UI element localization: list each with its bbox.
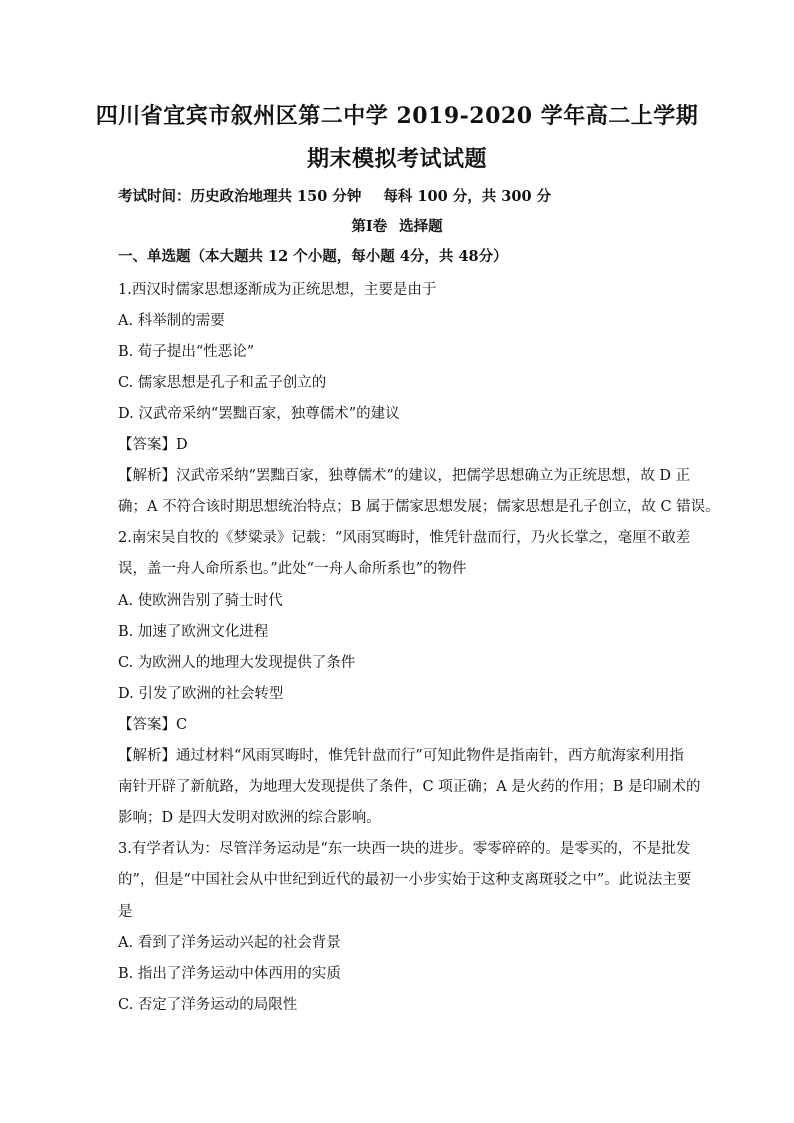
question-option: B. 指出了洋务运动中体西用的实质 [118,966,341,982]
analysis-label: 【解析】 [118,468,176,484]
document-title-line-1: 四川省宜宾市叙州区第二中学 2019-2020 学年高二上学期 [95,103,699,129]
document-title-line-2: 期末模拟考试试题 [306,146,487,172]
question-option: B. 荀子提出“性恶论” [118,344,255,360]
question-answer: 【答案】C [118,717,188,733]
question-option: A. 使欧洲告别了骑士时代 [118,593,283,609]
question-option: A. 看到了洋务运动兴起的社会背景 [118,935,341,951]
question-analysis-line: 确；A 不符合该时期思想统治特点；B 属于儒家思想发展；儒家思想是孔子创立，故 C 错误。 [118,499,720,515]
question-option: A. 科举制的需要 [118,313,225,329]
section-instruction: 一、单选题（本大题共 12 个小题，每小题 4分，共 48分） [118,248,508,265]
exam-time: 考试时间：历史政治地理共 150 分钟 [118,188,362,205]
question-stem-line: 是 [118,904,133,920]
analysis-label: 【解析】 [118,748,176,764]
exam-info [118,187,551,207]
question-option: C. 为欧洲人的地理大发现提供了条件 [118,655,356,671]
question-stem: 2.南宋吴自牧的《梦粱录》记载：“风雨冥晦时，惟凭针盘而行，乃火长掌之，毫厘不敢差 [118,530,691,546]
question-option: D. 引发了欧洲的社会转型 [118,686,284,702]
question-stem-line: 误，盖一舟人命所系也。”此处“一舟人命所系也”的物件 [118,561,467,577]
analysis-text: 通过材料“风雨冥晦时，惟凭针盘而行”可知此物件是指南针，西方航海家利用指 [176,748,684,764]
section-name: 选择题 [399,218,443,235]
exam-score: 每科 100 分，共 300 分 [383,188,552,205]
question-analysis [118,746,684,766]
question-option: C. 否定了洋务运动的局限性 [118,997,298,1013]
question-stem: 3.有学者认为：尽管洋务运动是“东一块西一块的进步。零零碎碎的。是零买的，不是批发 [118,841,691,857]
question-analysis-line: 影响；D 是四大发明对欧洲的综合影响。 [118,810,381,826]
question-answer: 【答案】D [118,437,188,453]
section-part: 第Ⅰ卷 [351,218,388,235]
question-option: D. 汉武帝采纳“罢黜百家，独尊儒术”的建议 [118,406,400,422]
section-heading [0,217,794,237]
question-option: C. 儒家思想是孔子和孟子创立的 [118,375,327,391]
question-stem-line: 的”，但是“中国社会从中世纪到近代的最初一小步实始于这种支离斑驳之中”。此说法主要 [118,872,692,888]
question-analysis-line: 南针开辟了新航路，为地理大发现提供了条件，C 项正确；A 是火药的作用；B 是印刷术的 [118,779,701,795]
question-stem: 1.西汉时儒家思想逐渐成为正统思想，主要是由于 [118,282,437,298]
question-analysis [118,466,691,486]
question-option: B. 加速了欧洲文化进程 [118,624,269,640]
analysis-text: 汉武帝采纳“罢黜百家，独尊儒术”的建议，把儒学思想确立为正统思想，故 D 正 [176,468,691,484]
